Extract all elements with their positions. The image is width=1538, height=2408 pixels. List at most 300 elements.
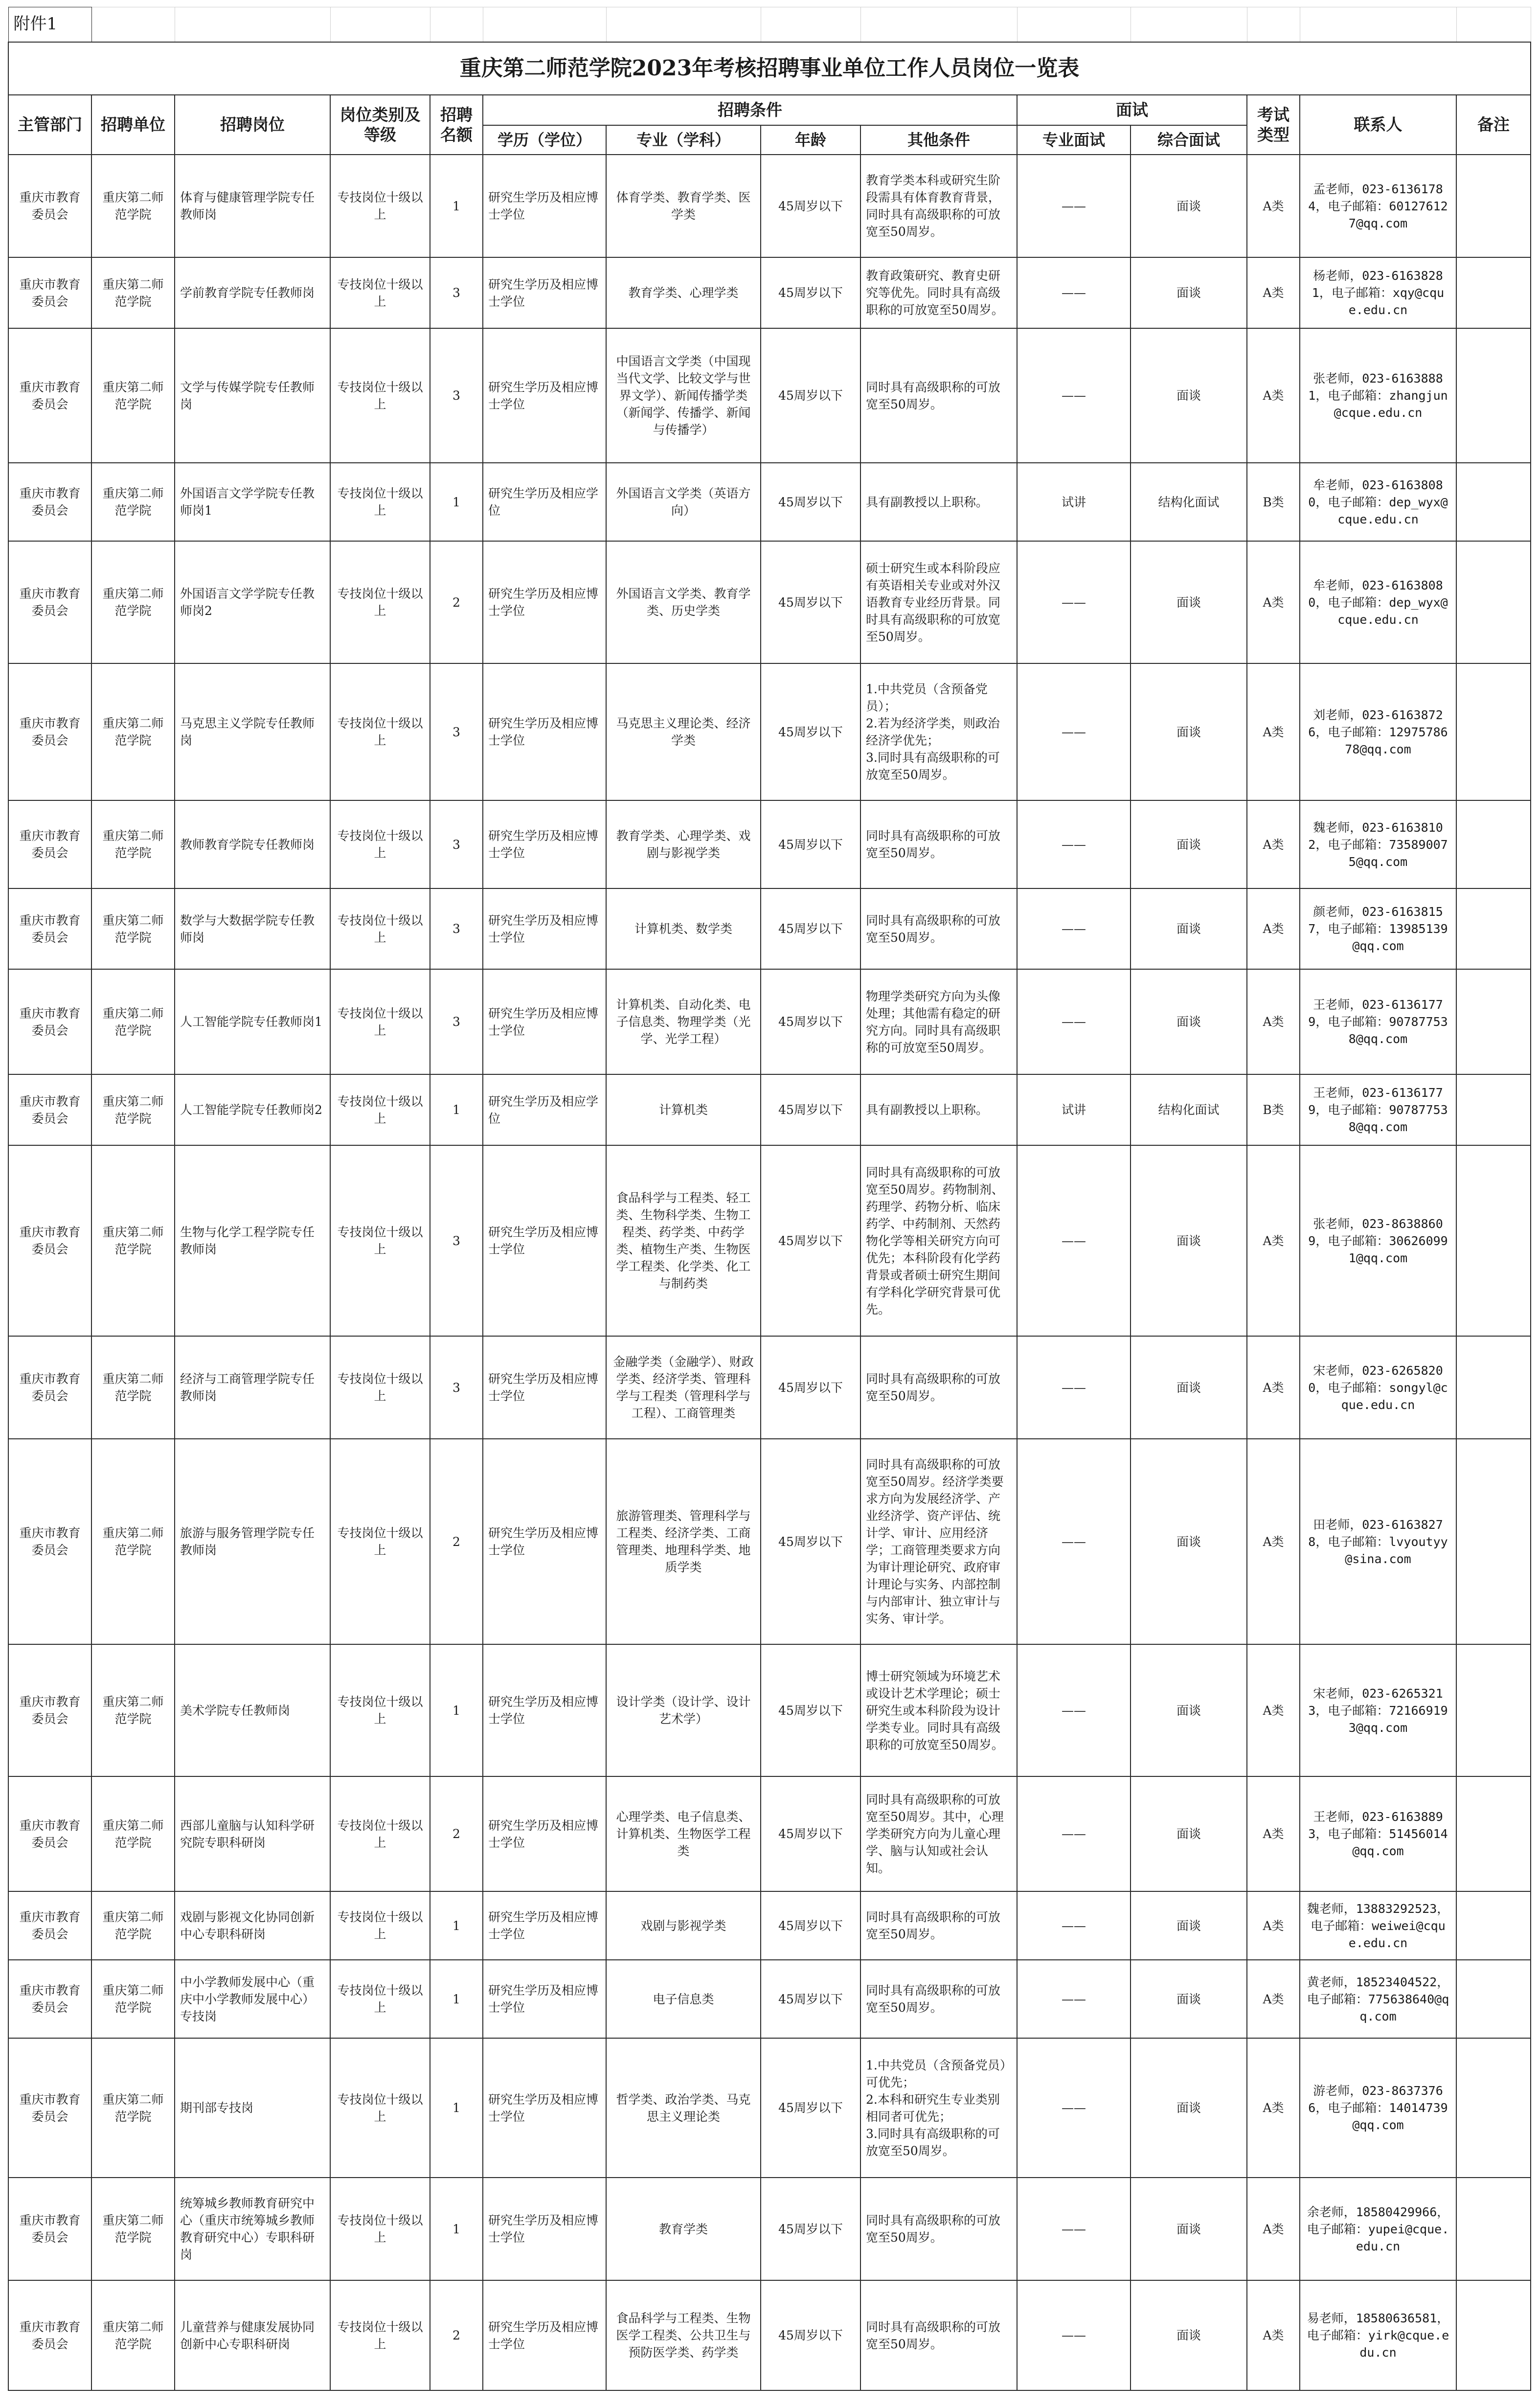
cell-dept: 重庆市教育委员会: [8, 888, 91, 969]
cell-major: 计算机类: [606, 1074, 761, 1145]
table-row: [8, 2178, 1531, 2280]
cell-exam-type: A类: [1247, 2178, 1300, 2280]
cell-remark: [1456, 888, 1531, 969]
cell-age: 45周岁以下: [761, 328, 860, 463]
cell-age: 45周岁以下: [761, 2280, 860, 2390]
cell-gen-interview: 面谈: [1131, 2178, 1247, 2280]
cell-pro-interview: ——: [1017, 1776, 1131, 1891]
cell-category: 专技岗位十级以上: [330, 541, 430, 663]
header-major: 专业（学科）: [606, 125, 761, 155]
cell-edu: 研究生学历及相应学位: [483, 1074, 606, 1145]
cell-dept: 重庆市教育委员会: [8, 328, 91, 463]
cell-exam-type: A类: [1247, 1336, 1300, 1439]
cell-gen-interview: 面谈: [1131, 969, 1247, 1074]
cell-count: 3: [430, 1336, 483, 1439]
cell-count: 1: [430, 1960, 483, 2038]
cell-exam-type: A类: [1247, 541, 1300, 663]
cell-unit: 重庆第二师范学院: [91, 1776, 175, 1891]
header-unit: 招聘单位: [91, 95, 175, 155]
cell-category: 专技岗位十级以上: [330, 2178, 430, 2280]
cell-gen-interview: 面谈: [1131, 328, 1247, 463]
cell-pro-interview: ——: [1017, 663, 1131, 800]
cell-major: 戏剧与影视学类: [606, 1891, 761, 1960]
cell-count: 2: [430, 541, 483, 663]
cell-pro-interview: 试讲: [1017, 463, 1131, 541]
cell-dept: 重庆市教育委员会: [8, 1776, 91, 1891]
header-post: 招聘岗位: [175, 95, 330, 155]
cell-gen-interview: 面谈: [1131, 1145, 1247, 1336]
cell-post: 旅游与服务管理学院专任教师岗: [175, 1439, 330, 1644]
cell-remark: [1456, 257, 1531, 328]
cell-age: 45周岁以下: [761, 463, 860, 541]
cell-edu: 研究生学历及相应博士学位: [483, 155, 606, 257]
cell-age: 45周岁以下: [761, 1336, 860, 1439]
cell-post: 体育与健康管理学院专任教师岗: [175, 155, 330, 257]
cell-contact: 易老师，18580636581，电子邮箱：yirk@cque.edu.cn: [1300, 2280, 1456, 2390]
cell-major: 金融学类（金融学）、财政学类、经济学类、管理科学与工程类（管理科学与工程）、工商管理类: [606, 1336, 761, 1439]
cell-category: 专技岗位十级以上: [330, 155, 430, 257]
cell-remark: [1456, 1439, 1531, 1644]
header-edu: 学历（学位）: [483, 125, 606, 155]
cell-other: 同时具有高级职称的可放宽至50周岁。: [860, 1891, 1017, 1960]
cell-dept: 重庆市教育委员会: [8, 1644, 91, 1776]
cell-other: 同时具有高级职称的可放宽至50周岁。: [860, 888, 1017, 969]
cell-major: 设计学类（设计学、设计艺术学）: [606, 1644, 761, 1776]
attachment-label: 附件1: [8, 7, 91, 43]
cell-contact: 王老师，023-61361779，电子邮箱：907877538@qq.com: [1300, 1074, 1456, 1145]
cell-unit: 重庆第二师范学院: [91, 969, 175, 1074]
cell-dept: 重庆市教育委员会: [8, 155, 91, 257]
cell-pro-interview: ——: [1017, 1336, 1131, 1439]
cell-gen-interview: 面谈: [1131, 1960, 1247, 2038]
cell-count: 1: [430, 463, 483, 541]
cell-post: 文学与传媒学院专任教师岗: [175, 328, 330, 463]
header-exam-type: 考试类型: [1247, 95, 1300, 155]
cell-gen-interview: 面谈: [1131, 155, 1247, 257]
cell-post: 儿童营养与健康发展协同创新中心专职科研岗: [175, 2280, 330, 2390]
cell-exam-type: A类: [1247, 328, 1300, 463]
cell-count: 1: [430, 1891, 483, 1960]
cell-pro-interview: ——: [1017, 2178, 1131, 2280]
cell-pro-interview: ——: [1017, 257, 1131, 328]
cell-major: 计算机类、自动化类、电子信息类、物理学类（光学、光学工程）: [606, 969, 761, 1074]
cell-edu: 研究生学历及相应博士学位: [483, 888, 606, 969]
cell-exam-type: A类: [1247, 800, 1300, 888]
cell-dept: 重庆市教育委员会: [8, 257, 91, 328]
cell-major: 电子信息类: [606, 1960, 761, 2038]
cell-remark: [1456, 1336, 1531, 1439]
cell-pro-interview: ——: [1017, 800, 1131, 888]
cell-age: 45周岁以下: [761, 257, 860, 328]
cell-pro-interview: ——: [1017, 1960, 1131, 2038]
table-row: [8, 1644, 1531, 1776]
cell-category: 专技岗位十级以上: [330, 2038, 430, 2178]
cell-exam-type: A类: [1247, 1960, 1300, 2038]
table-row: [8, 1960, 1531, 2038]
cell-unit: 重庆第二师范学院: [91, 257, 175, 328]
cell-unit: 重庆第二师范学院: [91, 541, 175, 663]
cell-dept: 重庆市教育委员会: [8, 800, 91, 888]
table-row: [8, 155, 1531, 257]
cell-exam-type: A类: [1247, 663, 1300, 800]
cell-other: 同时具有高级职称的可放宽至50周岁。药物制剂、药理学、药物分析、临床药学、中药制剂、天然药物化学等相关研究方向可优先；本科阶段有化学药背景或者硕士研究生期间有学科化学研究背景可优先。: [860, 1145, 1017, 1336]
header-contact: 联系人: [1300, 95, 1456, 155]
cell-edu: 研究生学历及相应博士学位: [483, 2038, 606, 2178]
cell-major: 中国语言文学类（中国现当代文学、比较文学与世界文学）、新闻传播学类（新闻学、传播学、新闻与传播学）: [606, 328, 761, 463]
table-row: [8, 663, 1531, 800]
cell-category: 专技岗位十级以上: [330, 663, 430, 800]
cell-exam-type: A类: [1247, 155, 1300, 257]
cell-category: 专技岗位十级以上: [330, 888, 430, 969]
cell-category: 专技岗位十级以上: [330, 1439, 430, 1644]
cell-dept: 重庆市教育委员会: [8, 463, 91, 541]
table-row: [8, 1891, 1531, 1960]
table-row: [8, 1145, 1531, 1336]
cell-contact: 王老师，023-61361779，电子邮箱：907877538@qq.com: [1300, 969, 1456, 1074]
cell-gen-interview: 面谈: [1131, 2280, 1247, 2390]
cell-remark: [1456, 1960, 1531, 2038]
cell-contact: 颜老师，023-61638157，电子邮箱：13985139@qq.com: [1300, 888, 1456, 969]
cell-unit: 重庆第二师范学院: [91, 1336, 175, 1439]
cell-contact: 余老师，18580429966，电子邮箱：yupei@cque.edu.cn: [1300, 2178, 1456, 2280]
table-row: [8, 1074, 1531, 1145]
cell-major: 食品科学与工程类、生物医学工程类、公共卫生与预防医学类、药学类: [606, 2280, 761, 2390]
cell-unit: 重庆第二师范学院: [91, 2038, 175, 2178]
table-row: [8, 541, 1531, 663]
cell-remark: [1456, 1074, 1531, 1145]
cell-gen-interview: 面谈: [1131, 1336, 1247, 1439]
cell-category: 专技岗位十级以上: [330, 1336, 430, 1439]
cell-count: 1: [430, 155, 483, 257]
title-row: [8, 42, 1531, 95]
cell-major: 计算机类、数学类: [606, 888, 761, 969]
cell-pro-interview: 试讲: [1017, 1074, 1131, 1145]
cell-dept: 重庆市教育委员会: [8, 663, 91, 800]
cell-dept: 重庆市教育委员会: [8, 1439, 91, 1644]
cell-post: 戏剧与影视文化协同创新中心专职科研岗: [175, 1891, 330, 1960]
table-row: [8, 1776, 1531, 1891]
cell-exam-type: A类: [1247, 257, 1300, 328]
cell-remark: [1456, 155, 1531, 257]
cell-post: 人工智能学院专任教师岗1: [175, 969, 330, 1074]
cell-pro-interview: ——: [1017, 969, 1131, 1074]
cell-pro-interview: ——: [1017, 888, 1131, 969]
cell-other: 1.中共党员（含预备党员）； 2.若为经济学类，则政治经济学优先； 3.同时具有高级职称的可放宽至50周岁。: [860, 663, 1017, 800]
cell-post: 教师教育学院专任教师岗: [175, 800, 330, 888]
cell-contact: 张老师，023-86388609，电子邮箱：306260991@qq.com: [1300, 1145, 1456, 1336]
cell-pro-interview: ——: [1017, 541, 1131, 663]
cell-unit: 重庆第二师范学院: [91, 1439, 175, 1644]
cell-contact: 田老师，023-61638278，电子邮箱：lvyoutyy@sina.com: [1300, 1439, 1456, 1644]
cell-contact: 孟老师，023-61361784，电子邮箱：601276127@qq.com: [1300, 155, 1456, 257]
table-row: [8, 1336, 1531, 1439]
cell-pro-interview: ——: [1017, 1891, 1131, 1960]
header-pro-interview: 专业面试: [1017, 125, 1131, 155]
cell-major: 食品科学与工程类、轻工类、生物科学类、生物工程类、药学类、中药学类、植物生产类、生物医学工程类、化学类、化工与制药类: [606, 1145, 761, 1336]
cell-edu: 研究生学历及相应博士学位: [483, 663, 606, 800]
cell-edu: 研究生学历及相应博士学位: [483, 2178, 606, 2280]
cell-gen-interview: 结构化面试: [1131, 1074, 1247, 1145]
cell-gen-interview: 面谈: [1131, 2038, 1247, 2178]
cell-contact: 黄老师，18523404522，电子邮箱：775638640@qq.com: [1300, 1960, 1456, 2038]
cell-gen-interview: 面谈: [1131, 663, 1247, 800]
cell-gen-interview: 面谈: [1131, 1439, 1247, 1644]
table-row: [8, 328, 1531, 463]
cell-remark: [1456, 2280, 1531, 2390]
cell-other: 硕士研究生或本科阶段应有英语相关专业或对外汉语教育专业经历背景。同时具有高级职称的可放宽至50周岁。: [860, 541, 1017, 663]
cell-category: 专技岗位十级以上: [330, 1145, 430, 1336]
cell-category: 专技岗位十级以上: [330, 1960, 430, 2038]
cell-exam-type: B类: [1247, 463, 1300, 541]
cell-age: 45周岁以下: [761, 1960, 860, 2038]
cell-remark: [1456, 328, 1531, 463]
cell-post: 美术学院专任教师岗: [175, 1644, 330, 1776]
cell-gen-interview: 面谈: [1131, 1891, 1247, 1960]
cell-age: 45周岁以下: [761, 1891, 860, 1960]
cell-pro-interview: ——: [1017, 1644, 1131, 1776]
cell-other: 同时具有高级职称的可放宽至50周岁。: [860, 800, 1017, 888]
cell-remark: [1456, 1891, 1531, 1960]
table-row: [8, 463, 1531, 541]
cell-dept: 重庆市教育委员会: [8, 1336, 91, 1439]
cell-major: 旅游管理类、管理科学与工程类、经济学类、工商管理类、地理科学类、地质学类: [606, 1439, 761, 1644]
table-row: [8, 2280, 1531, 2390]
cell-unit: 重庆第二师范学院: [91, 1145, 175, 1336]
cell-exam-type: A类: [1247, 1891, 1300, 1960]
cell-age: 45周岁以下: [761, 1145, 860, 1336]
cell-remark: [1456, 2178, 1531, 2280]
cell-post: 学前教育学院专任教师岗: [175, 257, 330, 328]
cell-other: 博士研究领域为环境艺术或设计艺术学理论；硕士研究生或本科阶段为设计学类专业。同时具有高级职称的可放宽至50周岁。: [860, 1644, 1017, 1776]
cell-exam-type: A类: [1247, 888, 1300, 969]
cell-edu: 研究生学历及相应博士学位: [483, 1960, 606, 2038]
cell-edu: 研究生学历及相应学位: [483, 463, 606, 541]
cell-gen-interview: 面谈: [1131, 541, 1247, 663]
cell-remark: [1456, 1776, 1531, 1891]
cell-age: 45周岁以下: [761, 155, 860, 257]
header-count: 招聘名额: [430, 95, 483, 155]
cell-count: 1: [430, 1644, 483, 1776]
cell-category: 专技岗位十级以上: [330, 328, 430, 463]
cell-gen-interview: 面谈: [1131, 1644, 1247, 1776]
cell-remark: [1456, 541, 1531, 663]
cell-remark: [1456, 800, 1531, 888]
cell-category: 专技岗位十级以上: [330, 1644, 430, 1776]
cell-exam-type: A类: [1247, 1644, 1300, 1776]
cell-dept: 重庆市教育委员会: [8, 1074, 91, 1145]
cell-major: 教育学类: [606, 2178, 761, 2280]
cell-post: 统筹城乡教师教育研究中心（重庆市统筹城乡教师教育研究中心）专职科研岗: [175, 2178, 330, 2280]
cell-category: 专技岗位十级以上: [330, 1776, 430, 1891]
table-row: [8, 888, 1531, 969]
header-category: 岗位类别及等级: [330, 95, 430, 155]
recruitment-table: [8, 7, 1531, 2391]
cell-count: 3: [430, 1145, 483, 1336]
cell-age: 45周岁以下: [761, 2178, 860, 2280]
cell-count: 2: [430, 1439, 483, 1644]
cell-unit: 重庆第二师范学院: [91, 888, 175, 969]
cell-age: 45周岁以下: [761, 1644, 860, 1776]
cell-post: 人工智能学院专任教师岗2: [175, 1074, 330, 1145]
cell-category: 专技岗位十级以上: [330, 463, 430, 541]
cell-count: 2: [430, 2280, 483, 2390]
cell-exam-type: A类: [1247, 1145, 1300, 1336]
cell-major: 教育学类、心理学类、戏剧与影视学类: [606, 800, 761, 888]
cell-count: 1: [430, 2038, 483, 2178]
cell-contact: 宋老师，023-62653213，电子邮箱：721669193@qq.com: [1300, 1644, 1456, 1776]
cell-count: 3: [430, 328, 483, 463]
cell-count: 3: [430, 969, 483, 1074]
cell-post: 西部儿童脑与认知科学研究院专职科研岗: [175, 1776, 330, 1891]
cell-contact: 王老师，023-61638893，电子邮箱：51456014@qq.com: [1300, 1776, 1456, 1891]
cell-post: 生物与化学工程学院专任教师岗: [175, 1145, 330, 1336]
cell-category: 专技岗位十级以上: [330, 2280, 430, 2390]
cell-edu: 研究生学历及相应博士学位: [483, 541, 606, 663]
cell-age: 45周岁以下: [761, 1439, 860, 1644]
cell-dept: 重庆市教育委员会: [8, 2178, 91, 2280]
cell-category: 专技岗位十级以上: [330, 800, 430, 888]
cell-pro-interview: ——: [1017, 155, 1131, 257]
cell-unit: 重庆第二师范学院: [91, 463, 175, 541]
cell-pro-interview: ——: [1017, 2280, 1131, 2390]
cell-other: 同时具有高级职称的可放宽至50周岁。: [860, 1336, 1017, 1439]
cell-exam-type: A类: [1247, 1439, 1300, 1644]
spreadsheet-sheet: [8, 7, 1530, 2391]
cell-remark: [1456, 969, 1531, 1074]
cell-contact: 宋老师，023-62658200，电子邮箱：songyl@cque.edu.cn: [1300, 1336, 1456, 1439]
table-row: [8, 800, 1531, 888]
cell-remark: [1456, 1644, 1531, 1776]
cell-dept: 重庆市教育委员会: [8, 2280, 91, 2390]
cell-unit: 重庆第二师范学院: [91, 1644, 175, 1776]
table-row: [8, 257, 1531, 328]
cell-contact: 牟老师，023-61638080，电子邮箱：dep_wyx@cque.edu.cn: [1300, 463, 1456, 541]
cell-other: 教育政策研究、教育史研究等优先。同时具有高级职称的可放宽至50周岁。: [860, 257, 1017, 328]
cell-edu: 研究生学历及相应博士学位: [483, 2280, 606, 2390]
cell-count: 1: [430, 2178, 483, 2280]
cell-other: 同时具有高级职称的可放宽至50周岁。: [860, 328, 1017, 463]
cell-remark: [1456, 2038, 1531, 2178]
page-title: 重庆第二师范学院2023年考核招聘事业单位工作人员岗位一览表: [8, 42, 1531, 95]
cell-other: 同时具有高级职称的可放宽至50周岁。: [860, 2178, 1017, 2280]
cell-unit: 重庆第二师范学院: [91, 2178, 175, 2280]
cell-category: 专技岗位十级以上: [330, 1074, 430, 1145]
cell-dept: 重庆市教育委员会: [8, 969, 91, 1074]
header-dept: 主管部门: [8, 95, 91, 155]
cell-edu: 研究生学历及相应博士学位: [483, 1891, 606, 1960]
cell-exam-type: A类: [1247, 969, 1300, 1074]
cell-gen-interview: 面谈: [1131, 888, 1247, 969]
cell-exam-type: A类: [1247, 2280, 1300, 2390]
header-conditions: 招聘条件: [483, 95, 1017, 125]
cell-gen-interview: 面谈: [1131, 257, 1247, 328]
cell-contact: 牟老师，023-61638080，电子邮箱：dep_wyx@cque.edu.cn: [1300, 541, 1456, 663]
cell-major: 哲学类、政治学类、马克思主义理论类: [606, 2038, 761, 2178]
cell-count: 3: [430, 800, 483, 888]
cell-age: 45周岁以下: [761, 541, 860, 663]
cell-other: 物理学类研究方向为头像处理；其他需有稳定的研究方向。同时具有高级职称的可放宽至50周岁。: [860, 969, 1017, 1074]
cell-contact: 魏老师，023-61638102，电子邮箱：735890075@qq.com: [1300, 800, 1456, 888]
cell-post: 数学与大数据学院专任教师岗: [175, 888, 330, 969]
cell-exam-type: B类: [1247, 1074, 1300, 1145]
cell-count: 3: [430, 888, 483, 969]
cell-contact: 张老师，023-61638881，电子邮箱：zhangjun@cque.edu.cn: [1300, 328, 1456, 463]
cell-age: 45周岁以下: [761, 2038, 860, 2178]
cell-count: 3: [430, 257, 483, 328]
table-row: [8, 969, 1531, 1074]
cell-age: 45周岁以下: [761, 1074, 860, 1145]
cell-count: 2: [430, 1776, 483, 1891]
header-row-1: [8, 95, 1531, 125]
cell-post: 期刊部专技岗: [175, 2038, 330, 2178]
cell-post: 经济与工商管理学院专任教师岗: [175, 1336, 330, 1439]
cell-major: 教育学类、心理学类: [606, 257, 761, 328]
cell-unit: 重庆第二师范学院: [91, 1074, 175, 1145]
header-remark: 备注: [1456, 95, 1531, 155]
cell-major: 外国语言文学类（英语方向）: [606, 463, 761, 541]
cell-age: 45周岁以下: [761, 800, 860, 888]
cell-age: 45周岁以下: [761, 1776, 860, 1891]
header-gen-interview: 综合面试: [1131, 125, 1247, 155]
cell-contact: 魏老师，13883292523，电子邮箱：weiwei@cque.edu.cn: [1300, 1891, 1456, 1960]
cell-contact: 杨老师，023-61638281，电子邮箱：xqy@cque.edu.cn: [1300, 257, 1456, 328]
cell-unit: 重庆第二师范学院: [91, 155, 175, 257]
cell-edu: 研究生学历及相应博士学位: [483, 1644, 606, 1776]
cell-dept: 重庆市教育委员会: [8, 2038, 91, 2178]
header-other: 其他条件: [860, 125, 1017, 155]
cell-major: 心理学类、电子信息类、计算机类、生物医学工程类: [606, 1776, 761, 1891]
cell-age: 45周岁以下: [761, 888, 860, 969]
cell-unit: 重庆第二师范学院: [91, 328, 175, 463]
cell-major: 外国语言文学类、教育学类、历史学类: [606, 541, 761, 663]
cell-other: 同时具有高级职称的可放宽至50周岁。其中，心理学类研究方向为儿童心理学、脑与认知或社会认知。: [860, 1776, 1017, 1891]
cell-category: 专技岗位十级以上: [330, 969, 430, 1074]
cell-unit: 重庆第二师范学院: [91, 663, 175, 800]
cell-edu: 研究生学历及相应博士学位: [483, 969, 606, 1074]
cell-age: 45周岁以下: [761, 969, 860, 1074]
cell-dept: 重庆市教育委员会: [8, 1891, 91, 1960]
cell-other: 具有副教授以上职称。: [860, 463, 1017, 541]
table-row: [8, 2038, 1531, 2178]
cell-pro-interview: ——: [1017, 1439, 1131, 1644]
cell-post: 外国语言文学学院专任教师岗2: [175, 541, 330, 663]
cell-other: 1.中共党员（含预备党员）可优先； 2.本科和研究生专业类别相同者可优先； 3.同时具有高级职称的可放宽至50周岁。: [860, 2038, 1017, 2178]
cell-post: 外国语言文学学院专任教师岗1: [175, 463, 330, 541]
cell-contact: 刘老师，023-61638726，电子邮箱：1297578678@qq.com: [1300, 663, 1456, 800]
cell-exam-type: A类: [1247, 2038, 1300, 2178]
cell-edu: 研究生学历及相应博士学位: [483, 1145, 606, 1336]
cell-edu: 研究生学历及相应博士学位: [483, 1336, 606, 1439]
cell-pro-interview: ——: [1017, 1145, 1131, 1336]
cell-remark: [1456, 663, 1531, 800]
cell-post: 中小学教师发展中心（重庆中小学教师发展中心）专技岗: [175, 1960, 330, 2038]
header-age: 年龄: [761, 125, 860, 155]
cell-contact: 游老师，023-86373766，电子邮箱：14014739@qq.com: [1300, 2038, 1456, 2178]
cell-remark: [1456, 1145, 1531, 1336]
cell-unit: 重庆第二师范学院: [91, 2280, 175, 2390]
cell-other: 具有副教授以上职称。: [860, 1074, 1017, 1145]
cell-gen-interview: 面谈: [1131, 1776, 1247, 1891]
cell-unit: 重庆第二师范学院: [91, 1960, 175, 2038]
cell-edu: 研究生学历及相应博士学位: [483, 257, 606, 328]
cell-dept: 重庆市教育委员会: [8, 1145, 91, 1336]
cell-pro-interview: ——: [1017, 2038, 1131, 2178]
cell-gen-interview: 面谈: [1131, 800, 1247, 888]
header-interview: 面试: [1017, 95, 1247, 125]
cell-count: 1: [430, 1074, 483, 1145]
cell-category: 专技岗位十级以上: [330, 1891, 430, 1960]
cell-other: 教育学类本科或研究生阶段需具有体育教育背景，同时具有高级职称的可放宽至50周岁。: [860, 155, 1017, 257]
